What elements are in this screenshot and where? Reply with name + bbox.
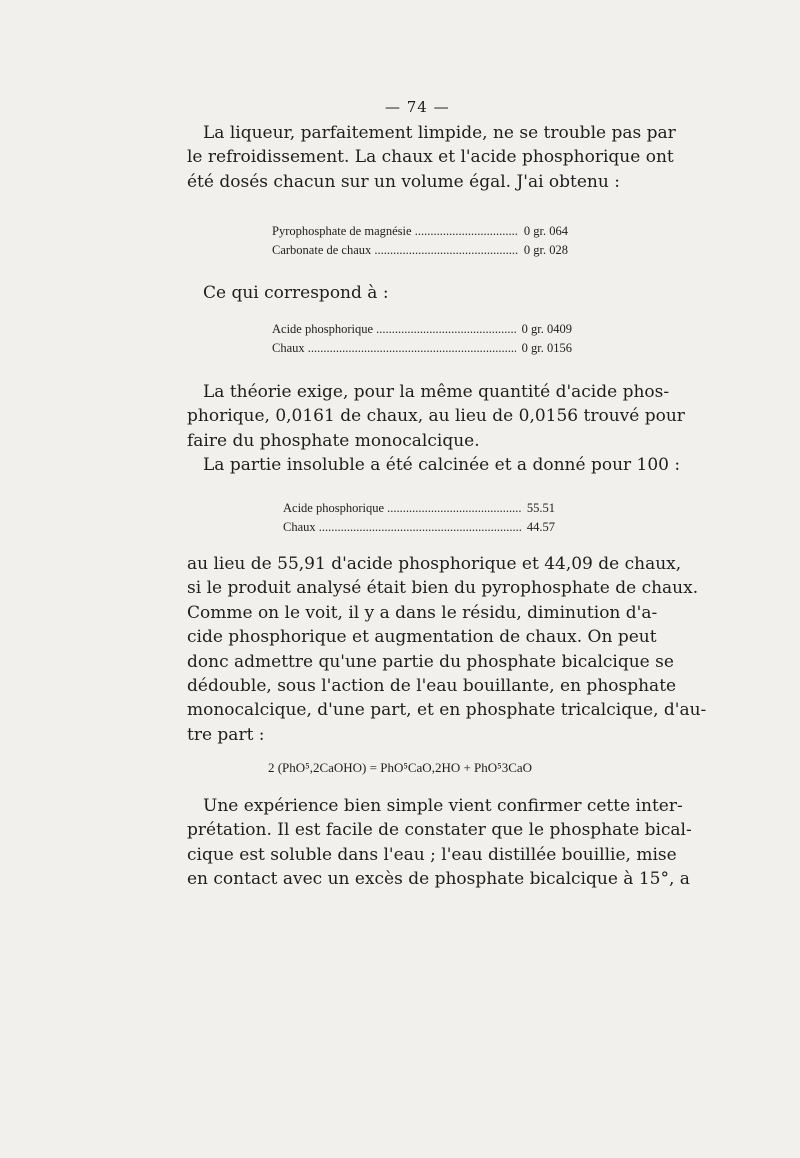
text-line: en contact avec un excès de phosphate bicalcique à 15°, a [187,869,690,890]
row-value: 0 gr. 028 [523,243,568,257]
paragraph-5 [187,552,707,747]
results-table-2 [272,320,572,358]
row-label: Acide phosphorique ..... [272,320,516,339]
row-value: 55.51 [526,501,555,515]
paragraph-2 [187,281,655,305]
table-row [283,518,555,537]
text-line: La liqueur, parfaitement limpide, ne se trouble pas par [203,123,676,143]
text-line: au lieu de 55,91 d'acide phosphorique et 44,09 de chaux, [187,554,682,574]
text-line: phorique, 0,0161 de chaux, au lieu de 0,0156 trouvé pour [187,406,685,427]
text-line: prétation. Il est facile de constater que le phosphate bical- [187,820,692,841]
paragraph-1 [187,121,676,194]
text-line: La théorie exige, pour la même quantité d'acide phos- [203,382,670,402]
text-line: si le produit analysé était bien du pyrophosphate de chaux. [187,578,699,599]
table-row [272,320,572,339]
row-label: Carbonate de chaux ..... [272,241,518,260]
results-table-3 [283,499,555,537]
row-label: Chaux ..... [272,339,516,358]
text-line: Comme on le voit, il y a dans le résidu, diminution d'a- [187,602,658,623]
text-line: tre part : [187,724,265,745]
row-value: 0 gr. 064 [523,224,568,238]
page-number: — 74 — [385,98,450,116]
row-value: 0 gr. 0156 [521,341,572,355]
text-line: donc admettre qu'une partie du phosphate bicalcique se [187,651,674,672]
text-line: Une expérience bien simple vient confirmer cette inter- [203,796,683,816]
text-line: La partie insoluble a été calcinée et a donné pour 100 : [203,455,681,475]
paragraph-6 [187,794,692,892]
paragraph-3 [187,380,685,453]
results-table-1 [272,222,568,260]
table-row [272,241,568,260]
row-value: 0 gr. 0409 [521,322,572,336]
text-line: faire du phosphate monocalcique. [187,430,480,451]
row-label: Chaux ..... [283,518,521,537]
text-line: Ce qui correspond à : [203,283,389,303]
table-row [283,499,555,518]
text-line: le refroidissement. La chaux et l'acide phosphorique ont [187,147,674,168]
table-row [272,222,568,241]
text-line: monocalcique, d'une part, et en phosphate tricalcique, d'au- [187,700,707,721]
chemical-formula: 2 (PhO⁵,2CaOHO) = PhO⁵CaO,2HO + PhO⁵3CaO [267,760,533,775]
text-line: dédouble, sous l'action de l'eau bouillante, en phosphate [187,676,677,697]
table-row [272,339,572,358]
text-line: cique est soluble dans l'eau ; l'eau distillée bouillie, mise [187,844,677,865]
text-line: cide phosphorique et augmentation de chaux. On peut [187,627,657,648]
row-value: 44.57 [526,520,555,534]
paragraph-4 [187,453,681,477]
row-label: Acide phosphorique ..... [283,499,521,518]
row-label: Pyrophosphate de magnésie ..... [272,222,518,241]
text-line: été dosés chacun sur un volume égal. J'ai obtenu : [187,171,620,192]
